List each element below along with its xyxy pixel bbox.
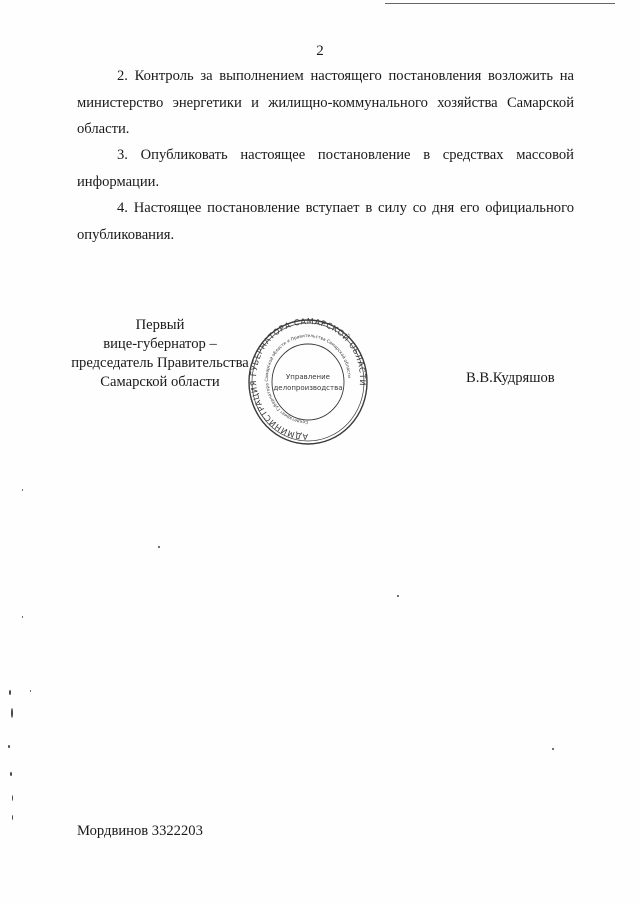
signer-title-line: вице-губернатор – (103, 336, 217, 352)
scan-speck (30, 690, 31, 692)
seal-center-line-2: делопроизводства (273, 384, 343, 392)
signer-name: В.В.Кудряшов (466, 370, 555, 386)
scan-speck (158, 546, 160, 548)
signer-title-line: Первый (135, 317, 185, 333)
scan-speck (22, 616, 23, 618)
scan-speck (22, 489, 23, 491)
scan-speck (552, 748, 554, 750)
executor-note: Мордвинов 3322203 (77, 823, 203, 839)
paragraph-control: 2. Контроль за выполнением настоящего постановления возложить на министерство энергетики и жилищно-коммунального хозяйства Самарской области. (77, 68, 574, 137)
paragraph-effective-date: 4. Настоящее постановление вступает в силу со дня его официального опубликования. (77, 200, 574, 243)
scan-speck (11, 708, 13, 718)
paragraph-publish: 3. Опубликовать настоящее постановление в средствах массовой информации. (77, 147, 574, 190)
scan-speck (8, 745, 10, 748)
scan-edge-line (385, 3, 615, 4)
signer-title-line: Самарской области (100, 374, 220, 390)
official-seal-stamp (247, 318, 369, 446)
seal-center-line-1: Управление (286, 373, 330, 381)
seal-outer-text: АДМИНИСТРАЦИЯ ГУБЕРНАТОРА САМАРСКОЙ ОБЛАСТИ (248, 318, 368, 442)
scan-speck (12, 815, 13, 820)
scan-speck (10, 772, 12, 776)
scan-speck (397, 595, 399, 597)
signer-title-line: председатель Правительства (71, 355, 249, 371)
page-number: 2 (316, 43, 324, 59)
scan-speck (9, 690, 11, 695)
seal-inner-text: Секретариат Губернатора Самарской области и Правительства Самарской области (264, 333, 352, 425)
signer-title (40, 316, 280, 392)
scan-speck (12, 795, 13, 801)
